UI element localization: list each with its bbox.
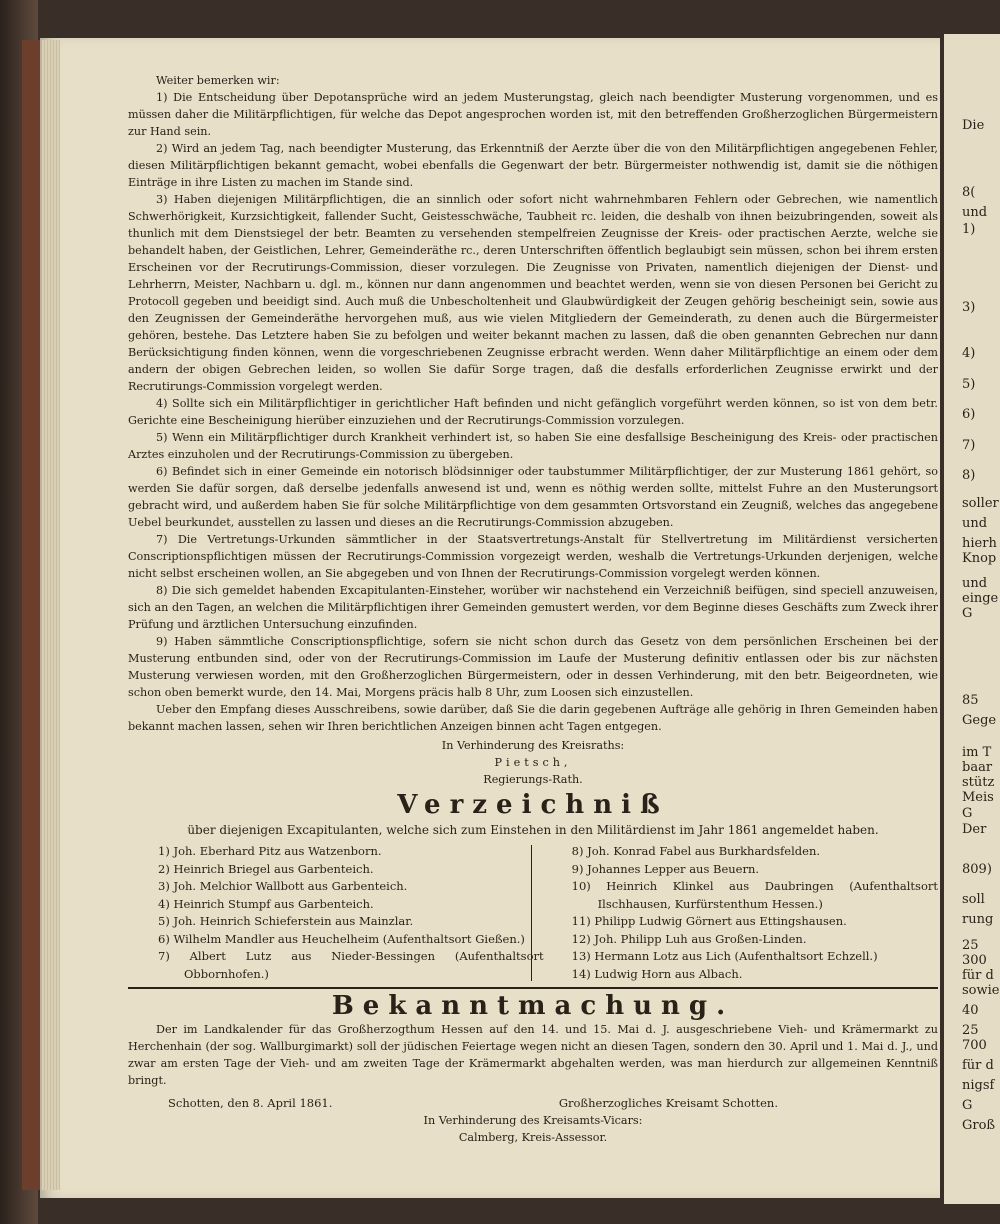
list-item: 3) Joh. Melchior Wallbott aus Garbenteich. — [158, 879, 408, 893]
adjacent-page-fragment: 700 — [962, 1038, 987, 1053]
signature-block — [128, 737, 938, 788]
adjacent-page-fragment: für d — [962, 968, 994, 983]
adjacent-page-fragment: 85 — [962, 693, 979, 708]
adjacent-page-fragment: G — [962, 606, 973, 621]
signature-line-1: In Verhinderung des Kreisraths: — [441, 739, 625, 752]
adjacent-page-fragment: Groß — [962, 1118, 996, 1133]
list-right-column — [544, 843, 938, 983]
paragraph-9: 9) Haben sämmtliche Conscriptionspflichtige, sofern sie nicht schon durch das Gesetz von dem persönlichen Erscheinen bei der Musterung entbunden sind, oder von der Recrutirungs-Commission im Laufe der Musterung definitiv entlassen oder bis zur nächsten Musterung verwiesen worden, mit den Großherzoglichen Bürgermeistern, oder in dessen Verhinderung, mit den betr. Beigeordneten, wie schon oben bemerkt wurde, den 14. Mai, Morgens präcis halb 8 Uhr, zum Loosen sich einzustellen. — [128, 635, 938, 699]
adjacent-page-fragment: baar — [962, 760, 993, 775]
adjacent-page-fragment: sowie — [962, 983, 1000, 998]
announcement-title: Bekanntmachung. — [331, 991, 735, 1021]
list-item: 7) Albert Lutz aus Nieder-Bessingen (Aufenthaltsort Obbornhofen.) — [158, 949, 544, 981]
adjacent-page-fragment: 5) — [962, 377, 976, 392]
paragraph-8: 8) Die sich gemeldet habenden Excapitulanten-Einsteher, worüber wir nachstehend ein Verzeichniß beifügen, sind speciell anzuweisen, sich an den Tagen, an welchen die Militärpflichtigen ihrer Gemeinden gemustert werden, vor dem Beginne dieses Geschäfts zum Zweck ihrer Prüfung und ärztlichen Untersuchung einzufinden. — [128, 584, 938, 631]
list-title: Verzeichniß — [397, 790, 669, 820]
paragraph-2: 2) Wird an jedem Tag, nach beendigter Musterung, das Erkenntniß der Aerzte über die von den Militärpflichtigen angegebenen Fehler, diesen Militärpflichtigen bekannt gemacht, wobei ebenfalls die Gegenwart der betr. Bürgermeister nothwendig ist, damit sie die nöthigen Einträge in ihre Listen zu machen im Stande sind. — [128, 142, 938, 189]
list-item: 6) Wilhelm Mandler aus Heuchelheim (Aufenthaltsort Gießen.) — [158, 931, 525, 946]
adjacent-page-fragment: 40 — [962, 1003, 979, 1018]
main-column — [128, 72, 938, 1146]
excapitulant-list — [128, 843, 938, 983]
adjacent-page-fragment: einge — [962, 591, 999, 606]
adjacent-page-fragment: hierh — [962, 536, 997, 551]
adjacent-page-fragment: im T — [962, 745, 992, 760]
issuing-office: Großherzogliches Kreisamt Schotten. — [558, 1096, 778, 1110]
book-spine-edge — [22, 40, 42, 1190]
list-item: 1) Joh. Eberhard Pitz aus Watzenborn. — [158, 844, 382, 858]
place-date: Schotten, den 8. April 1861. — [168, 1096, 333, 1110]
adjacent-page-fragment: nigsf — [962, 1078, 995, 1093]
list-item: 8) Joh. Konrad Fabel aus Burkhardsfelden. — [571, 844, 821, 858]
paragraph-7: 7) Die Vertretungs-Urkunden sämmtlicher in der Staatsvertretungs-Anstalt für Stellvertretung im Militärdienst versicherten Conscriptionspflichtigen müssen der Recrutirungs-Commission vorgezeigt werden, weshalb die Vertretungs-Urkunden derjenigen, welche nicht selbst erscheinen wollen, an Sie abgegeben und von Ihnen der Recrutirungs-Commission vorgelegt werden können. — [128, 533, 938, 580]
adjacent-page-fragment: Gege — [962, 713, 997, 728]
adjacent-page-fragment: Meis — [962, 790, 994, 805]
signature-line-2: Pietsch, — [494, 756, 572, 769]
adjacent-page-fragment: und — [962, 205, 988, 220]
adjacent-page-fragment: 300 — [962, 953, 987, 968]
paragraph-4: 4) Sollte sich ein Militärpflichtiger in gerichtlicher Haft befinden und nicht gefänglich vorgeführt werden können, so ist von dem betr. Gerichte eine Bescheinigung hierüber einzuziehen und der Recrutirungs-Commission vorzulegen. — [128, 397, 938, 427]
announcement-text: Der im Landkalender für das Großherzogthum Hessen auf den 14. und 15. Mai d. J. ausgeschriebene Vieh- und Krämermarkt zu Herchenhain (der sog. Wallburgimarkt) soll der jüdischen Feiertage wegen nicht an diesen Tagen, sondern den 30. April und 1. Mai d. J., und zwar am ersten Tage der Vieh- und am zweiten Tage der Krämermarkt abgehalten werden, was man hierdurch zur allgemeinen Kenntniß bringt. — [128, 1023, 938, 1087]
adjacent-page-fragment: 1) — [962, 222, 976, 237]
paragraph-5: 5) Wenn ein Militärpflichtiger durch Krankheit verhindert ist, so haben Sie eine desfallsige Bescheinigung des Kreis- oder practischen Arztes einzuholen und der Recrutirungs-Commission zu übergeben. — [128, 431, 938, 461]
adjacent-page-fragment: 4) — [962, 346, 976, 361]
adjacent-page-fragment: stütz — [962, 775, 995, 790]
list-subtitle: über diejenigen Excapitulanten, welche sich zum Einstehen in den Militärdienst im Jahr 1861 angemeldet haben. — [187, 823, 879, 837]
adjacent-page-fragment: für d — [962, 1058, 994, 1073]
list-item: 5) Joh. Heinrich Schieferstein aus Mainzlar. — [158, 914, 414, 928]
adjacent-page-fragment: 25 — [962, 1023, 979, 1038]
list-item: 12) Joh. Philipp Luh aus Großen-Linden. — [571, 931, 807, 946]
announcement-sig-line-2: Calmberg, Kreis-Assessor. — [458, 1131, 608, 1144]
list-item: 2) Heinrich Briegel aus Garbenteich. — [158, 861, 374, 876]
list-item: 14) Ludwig Horn aus Albach. — [571, 966, 743, 981]
adjacent-page-fragment: soll — [962, 892, 985, 907]
paragraph-1: 1) Die Entscheidung über Depotansprüche wird an jedem Musterungstag, gleich nach beendigter Musterung vorgenommen, und es müssen daher die Militärpflichtigen, für welche das Depot angesprochen worden ist, mit den betreffenden Großherzoglichen Bürgermeistern zur Hand sein. — [128, 91, 938, 138]
adjacent-page-fragment: 8( — [962, 185, 976, 200]
page-stack-edge — [42, 40, 60, 1190]
list-item: 10) Heinrich Klinkel aus Daubringen (Aufenthaltsort Ilschhausen, Kurfürstenthum Hessen.) — [571, 879, 938, 911]
announcement-sig-line-1: In Verhinderung des Kreisamts-Vicars: — [423, 1114, 643, 1127]
adjacent-page-fragment: soller — [962, 496, 999, 511]
adjacent-page-fragment: 8) — [962, 468, 976, 483]
list-item: 13) Hermann Lotz aus Lich (Aufenthaltsort Echzell.) — [571, 949, 878, 963]
intro: Weiter bemerken wir: — [156, 74, 280, 87]
adjacent-page-fragment: Der — [962, 822, 987, 837]
adjacent-page-fragment: G — [962, 806, 973, 821]
paragraph-6: 6) Befindet sich in einer Gemeinde ein notorisch blödsinniger oder taubstummer Militärpflichtiger, der zur Musterung 1861 gehört, so werden Sie dafür sorgen, daß derselbe jedenfalls anwesend ist und, wenn es nöthig werden sollte, mittelst Fuhre an den Musterungsort gebracht wird, und außerdem haben Sie für solche Militärpflichtige von dem gesammten Ortsvorstand ein Zeugniß, welches das angegebene Uebel beurkundet, ausstellen zu lassen und dieses an die Recrutirungs-Commission abzugeben. — [128, 465, 938, 529]
list-item: 4) Heinrich Stumpf aus Garbenteich. — [158, 896, 374, 911]
adjacent-page-fragment: Die — [962, 118, 985, 133]
adjacent-page-fragment: rung — [962, 912, 994, 927]
closing-paragraph: Ueber den Empfang dieses Ausschreibens, sowie darüber, daß Sie die darin gegebenen Aufträge alle gehörig in Ihren Gemeinden haben bekannt machen lassen, sehen wir Ihren berichtlichen Anzeigen binnen acht Tagen entgegen. — [128, 703, 938, 733]
adjacent-page-fragment: 6) — [962, 407, 976, 422]
section-divider — [128, 987, 938, 989]
adjacent-page — [944, 34, 1000, 1204]
list-left-column — [128, 843, 544, 983]
adjacent-page-fragment: 7) — [962, 438, 976, 453]
adjacent-page-fragment: 25 — [962, 938, 979, 953]
announcement-footer — [128, 1095, 938, 1112]
adjacent-page-fragment: G — [962, 1098, 973, 1113]
paragraph-3: 3) Haben diejenigen Militärpflichtigen, die an sinnlich oder sofort nicht wahrnehmbaren Fehlern oder Gebrechen, wie namentlich Schwerhörigkeit, Kurzsichtigkeit, fallender Sucht, Geistesschwäche, Taubheit rc. leiden, die deshalb von ihnen beizubringenden, soweit als thunlich mit dem Dienstsiegel der betr. Beamten zu versehenden stempelfreien Zeugnisse der Kreis- oder practischen Aerzte, welche sie behandelt haben, der Geistlichen, Lehrer, Gemeinderäthe rc., deren Unterschriften öffentlich beglaubigt sein müssen, schon bei ihrem ersten Erscheinen vor der Recrutirungs-Commission, dieser vorzulegen. Die Zeugnisse von Privaten, namentlich diejenigen der Dienst- und Lehrherrn, Meister, Nachbarn u. dgl. m., können nur dann angenommen und beachtet werden, wenn sie von diesen Personen bei Gericht zu Protocoll gegeben und beeidigt sind. Auch muß die Unbescholtenheit und Glaubwürdigkeit der Zeugen gehörig bescheinigt sein, sowie aus den Zeugnissen der Gemeinderäthe hervorgehen muß, aus wie vielen Mitgliedern der Gemeinderath, zu denen auch die Bürgermeister gehören, bestehe. Das Letztere haben Sie zu befolgen und weiter bekannt machen zu lassen, daß die oben genannten Gebrechen nur dann Berücksichtigung finden können, wenn die vorgeschriebenen Zeugnisse erbracht werden. Wenn daher Militärpflichtige an einem oder dem andern der obigen Gebrechen leiden, so wollen Sie dafür Sorge tragen, daß die desfalls erforderlichen Zeugnisse erwirkt und der Recrutirungs-Commission vorgelegt werden. — [128, 193, 938, 393]
adjacent-page-fragment: und — [962, 516, 988, 531]
adjacent-page-fragment: Knop — [962, 551, 997, 566]
adjacent-page-fragment: und — [962, 576, 988, 591]
adjacent-page-fragment: 809) — [962, 862, 992, 877]
column-divider — [531, 845, 532, 981]
list-item: 9) Johannes Lepper aus Beuern. — [571, 861, 760, 876]
list-item: 11) Philipp Ludwig Görnert aus Ettingshausen. — [571, 914, 847, 928]
signature-line-3: Regierungs-Rath. — [483, 773, 583, 786]
announcement-signature — [128, 1112, 938, 1146]
adjacent-page-fragment: 3) — [962, 300, 976, 315]
